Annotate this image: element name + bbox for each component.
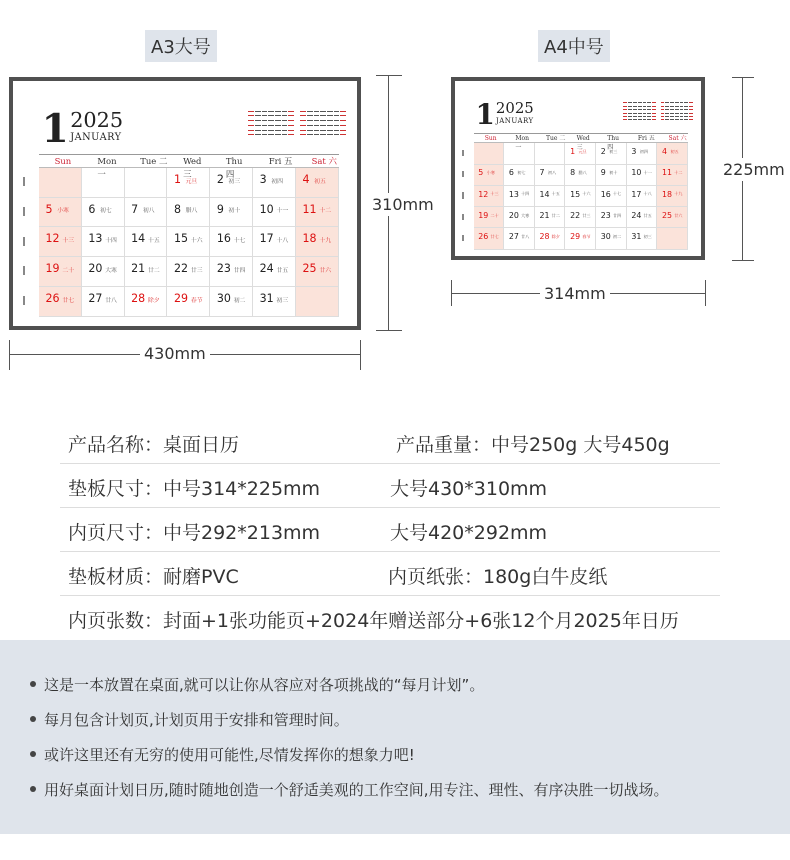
calendar-grid [39,154,339,316]
day-number: 20 [508,210,519,220]
lunar-date: 十八 [643,191,652,197]
bullet-icon [30,751,36,757]
day-number: 16 [600,189,611,199]
day-cell [296,287,339,317]
day-number: 31 [631,232,642,242]
weekday-header: Fri 五 [627,134,658,143]
note-item [30,709,349,730]
week-mark [462,214,464,220]
day-number: 14 [131,232,146,246]
day-cell [474,228,505,249]
lunar-date: 初七 [517,170,526,176]
day-cell [125,168,168,198]
lunar-date: 初十 [228,208,241,215]
note-text: 这是一本放置在桌面,就可以让你从容应对各项挑战的“每月计划”。 [44,676,485,694]
lunar-date: 初三 [643,233,652,239]
day-number: 24 [631,210,642,220]
day-cell [627,165,658,186]
weekday-header: Thu 四 [210,155,253,168]
a3-height-tick-bottom [376,330,402,331]
lunar-date: 初五 [314,178,326,185]
day-cell [253,227,296,257]
day-number: 1 [173,172,182,186]
day-cell [596,207,627,228]
spec-page-count: 内页张数：封面+1张功能页+2024年赠送部分+6张12个月2025年日历 [68,610,679,632]
day-cell [253,287,296,317]
weekday-header: Thu 四 [596,134,627,143]
note-item [30,744,415,765]
weekday-header: Sat 六 [657,134,688,143]
day-cell [125,257,168,287]
day-cell [296,227,339,257]
lunar-date: 腊八 [578,170,587,176]
lunar-date: 十四 [105,238,117,245]
day-cell [167,168,210,198]
mini-calendar [300,110,347,139]
day-number: 18 [302,232,317,246]
lunar-date: 十一 [643,170,652,176]
day-cell [167,287,210,317]
a4-size-label: A4中号 [538,30,610,62]
lunar-date: 十三 [62,238,75,245]
day-cell [474,207,505,228]
lunar-date: 十三 [490,191,499,197]
day-number: 30 [216,291,231,305]
day-number: 8 [173,202,182,216]
day-number: 10 [631,168,642,178]
day-number: 15 [173,232,189,246]
day-cell [167,257,210,287]
day-cell [565,143,596,164]
day-cell [474,143,505,164]
weekday-header: Wed 三 [565,134,596,143]
weekday-header: Fri 五 [253,155,296,168]
lunar-date: 十二 [674,170,683,176]
day-number: 28 [131,291,146,305]
day-cell [210,287,253,317]
day-cell [504,228,535,249]
weekday-header: Tue 二 [535,134,566,143]
day-number: 10 [259,202,274,216]
day-number: 26 [45,291,60,305]
lunar-date: 初三 [276,297,289,304]
day-cell [39,257,82,287]
spec-row [60,464,720,508]
day-cell [535,207,566,228]
day-cell [535,165,566,186]
week-mark [23,177,25,186]
day-cell [474,165,505,186]
day-cell [657,228,688,249]
week-mark [23,296,25,305]
lunar-date: 廿二 [148,267,160,274]
day-number: 12 [478,189,489,199]
day-number: 7 [131,202,139,216]
day-cell [627,207,658,228]
day-number: 21 [539,210,550,220]
mini-calendar [660,101,693,121]
day-cell [627,143,658,164]
lunar-date: 初十 [609,170,618,176]
day-number: 9 [600,168,606,178]
day-number: 17 [259,232,274,246]
month-number: 1 [41,105,69,152]
day-cell [210,198,253,228]
a4-height-tick-bottom [732,260,754,261]
a3-calendar [9,77,361,330]
weekday-header: Mon 一 [504,134,535,143]
note-text: 用好桌面计划日历,随时随地创造一个舒适美观的工作空间,用专注、理性、有序决胜一切战场。 [44,781,669,799]
lunar-date: 廿八 [520,233,530,239]
day-cell [535,228,566,249]
calendar-grid [474,133,688,248]
spec-page-size: 内页尺寸：中号292*213mm [68,522,321,544]
lunar-date: 除夕 [551,233,560,239]
product-specs [60,420,720,640]
lunar-date: 腊八 [185,208,198,215]
day-cell [565,165,596,186]
week-mark [462,150,464,156]
day-cell [82,198,125,228]
lunar-date: 廿四 [233,267,246,274]
day-cell [565,186,596,207]
day-number: 14 [539,189,550,199]
mini-calendar [248,110,295,139]
day-cell [535,143,566,164]
day-cell [474,186,505,207]
day-cell [296,198,339,228]
day-number: 22 [570,210,581,220]
lunar-date: 初二 [612,233,622,239]
lunar-date: 二十 [490,212,499,218]
day-cell [596,143,627,164]
spec-paper: 内页纸张：180g白牛皮纸 [388,566,608,588]
weekday-header: Sun [474,134,505,143]
day-cell [82,168,125,198]
day-cell [125,287,168,317]
a4-calendar [451,77,705,260]
day-number: 2 [600,147,606,157]
week-side-marks [462,142,468,248]
day-number: 31 [259,291,274,305]
lunar-date: 廿七 [62,297,75,304]
day-number: 11 [302,202,317,216]
day-number: 26 [478,232,489,242]
day-cell [596,165,627,186]
lunar-date: 廿五 [643,212,652,218]
day-number: 15 [570,189,581,199]
day-number: 6 [508,168,514,178]
week-mark [462,235,464,241]
a4-width-tick-right [705,280,706,306]
lunar-date: 初四 [271,178,284,185]
day-number: 23 [216,262,231,276]
lunar-date: 春节 [582,233,591,239]
lunar-date: 十八 [276,238,289,245]
month-name-en: JANUARY [495,117,534,126]
day-cell [125,227,168,257]
spec-row [60,420,720,464]
a3-size-label: A3大号 [145,30,217,62]
spec-weight: 产品重量：中号250g 大号450g [396,434,670,456]
day-number: 8 [570,168,576,178]
day-number: 25 [302,262,317,276]
a4-width-label: 314mm [540,284,610,303]
day-cell [596,228,627,249]
day-cell [657,143,688,164]
a3-width-tick-right [360,340,361,370]
lunar-date: 十六 [190,238,203,245]
day-cell [504,143,535,164]
day-cell [82,257,125,287]
day-cell [504,186,535,207]
day-number: 17 [631,189,642,199]
day-cell [82,227,125,257]
spec-board-material: 垫板材质：耐磨PVC [68,566,239,588]
day-number: 3 [631,147,637,157]
a3-width-label: 430mm [140,344,210,363]
week-side-marks [23,167,31,316]
weekday-header: Mon 一 [82,155,125,168]
lunar-date: 初二 [233,297,246,304]
day-cell [210,227,253,257]
day-number: 2 [216,172,224,186]
day-number: 9 [216,202,224,216]
feature-notes-panel [0,640,790,834]
day-cell [210,257,253,287]
lunar-date: 十六 [582,191,591,197]
lunar-date: 廿六 [674,212,683,218]
month-name-en: JANUARY [70,132,122,143]
year-label: 2025 [70,107,124,132]
weekday-header: Tue 二 [125,155,168,168]
day-cell [39,287,82,317]
lunar-date: 初七 [100,208,112,215]
week-mark [462,192,464,198]
day-number: 4 [661,147,668,157]
day-cell [504,165,535,186]
lunar-date: 大寒 [520,212,530,218]
day-cell [39,168,82,198]
lunar-date: 初八 [142,208,155,215]
day-number: 6 [88,202,96,216]
weekday-header: Sat 六 [296,155,339,168]
day-number: 20 [88,262,103,276]
day-cell [657,165,688,186]
day-number: 28 [539,232,550,242]
day-number: 13 [508,189,519,199]
note-item [30,779,669,800]
spec-name: 产品名称：桌面日历 [68,434,240,456]
bullet-icon [30,681,36,687]
day-number: 16 [216,232,231,246]
weekday-header: Sun [39,155,82,168]
lunar-date: 十七 [612,191,622,197]
day-number: 12 [45,232,60,246]
spec-row [60,508,720,552]
day-cell [657,207,688,228]
lunar-date: 廿七 [490,233,499,239]
lunar-date: 大寒 [105,267,117,274]
lunar-date: 元旦 [578,148,587,154]
day-cell [296,168,339,198]
lunar-date: 廿八 [105,297,117,304]
day-cell [535,186,566,207]
lunar-date: 廿三 [190,267,203,274]
spec-board-size-large: 大号430*310mm [390,478,548,500]
day-number: 22 [173,262,189,276]
lunar-date: 十一 [276,208,289,215]
day-cell [167,198,210,228]
day-cell [627,186,658,207]
lunar-date: 除夕 [148,297,160,304]
day-cell [627,228,658,249]
day-cell [125,198,168,228]
lunar-date: 十四 [520,191,530,197]
day-cell [39,198,82,228]
day-number: 3 [259,172,267,186]
lunar-date: 十七 [233,238,246,245]
day-cell [39,227,82,257]
day-cell [565,228,596,249]
a4-height-label: 225mm [719,158,789,181]
a3-height-label: 310mm [368,193,438,216]
day-cell [253,198,296,228]
day-number: 24 [259,262,274,276]
week-mark [462,171,464,177]
day-cell [82,287,125,317]
day-number: 11 [661,168,673,178]
lunar-date: 廿五 [276,267,289,274]
day-number: 19 [478,210,489,220]
lunar-date: 十九 [319,238,332,245]
lunar-date: 小寒 [486,170,495,176]
spec-page-size-large: 大号420*292mm [390,522,548,544]
day-number: 4 [302,172,310,186]
day-cell [253,257,296,287]
lunar-date: 二十 [62,267,75,274]
spec-row [60,596,720,640]
day-cell [253,168,296,198]
bullet-icon [30,786,36,792]
day-number: 5 [478,168,484,178]
month-number: 1 [475,98,495,132]
note-item [30,674,484,695]
day-number: 7 [539,168,545,178]
day-number: 25 [661,210,673,220]
lunar-date: 初三 [609,148,618,154]
lunar-date: 十二 [319,208,332,215]
day-number: 23 [600,210,611,220]
week-mark [23,207,25,216]
week-mark [23,266,25,275]
day-number: 5 [45,202,53,216]
day-number: 29 [570,232,581,242]
day-number: 13 [88,232,103,246]
spec-board-size: 垫板尺寸：中号314*225mm [68,478,321,500]
lunar-date: 十九 [674,191,683,197]
day-cell [210,168,253,198]
mini-calendar [623,101,656,121]
lunar-date: 十五 [148,238,160,245]
day-cell [657,186,688,207]
day-cell [565,207,596,228]
a4-width-tick-left [451,280,452,306]
year-label: 2025 [495,99,534,118]
a4-height-tick-top [732,77,754,78]
note-text: 或许这里还有无穷的使用可能性,尽情发挥你的想象力吧! [44,746,415,764]
a3-width-tick-left [9,340,10,370]
weekday-header: Wed 三 [167,155,210,168]
lunar-date: 廿二 [551,212,560,218]
day-number: 19 [45,262,60,276]
day-cell [167,227,210,257]
note-text: 每月包含计划页,计划页用于安排和管理时间。 [44,711,349,729]
lunar-date: 元旦 [185,178,198,185]
lunar-date: 廿三 [582,212,591,218]
lunar-date: 十五 [551,191,560,197]
week-mark [23,237,25,246]
day-number: 29 [173,291,189,305]
a3-height-tick-top [376,75,402,76]
lunar-date: 春节 [190,297,203,304]
spec-row [60,552,720,596]
day-number: 30 [600,232,611,242]
day-cell [504,207,535,228]
day-number: 21 [131,262,146,276]
lunar-date: 小寒 [57,208,69,215]
day-number: 27 [508,232,519,242]
lunar-date: 初八 [547,170,557,176]
lunar-date: 初五 [670,148,679,154]
lunar-date: 初四 [639,148,649,154]
bullet-icon [30,716,36,722]
day-number: 27 [88,291,103,305]
lunar-date: 廿六 [319,267,332,274]
day-cell [296,257,339,287]
day-number: 18 [661,189,673,199]
day-cell [596,186,627,207]
lunar-date: 廿四 [612,212,622,218]
day-number: 1 [570,147,576,157]
lunar-date: 初三 [228,178,241,185]
